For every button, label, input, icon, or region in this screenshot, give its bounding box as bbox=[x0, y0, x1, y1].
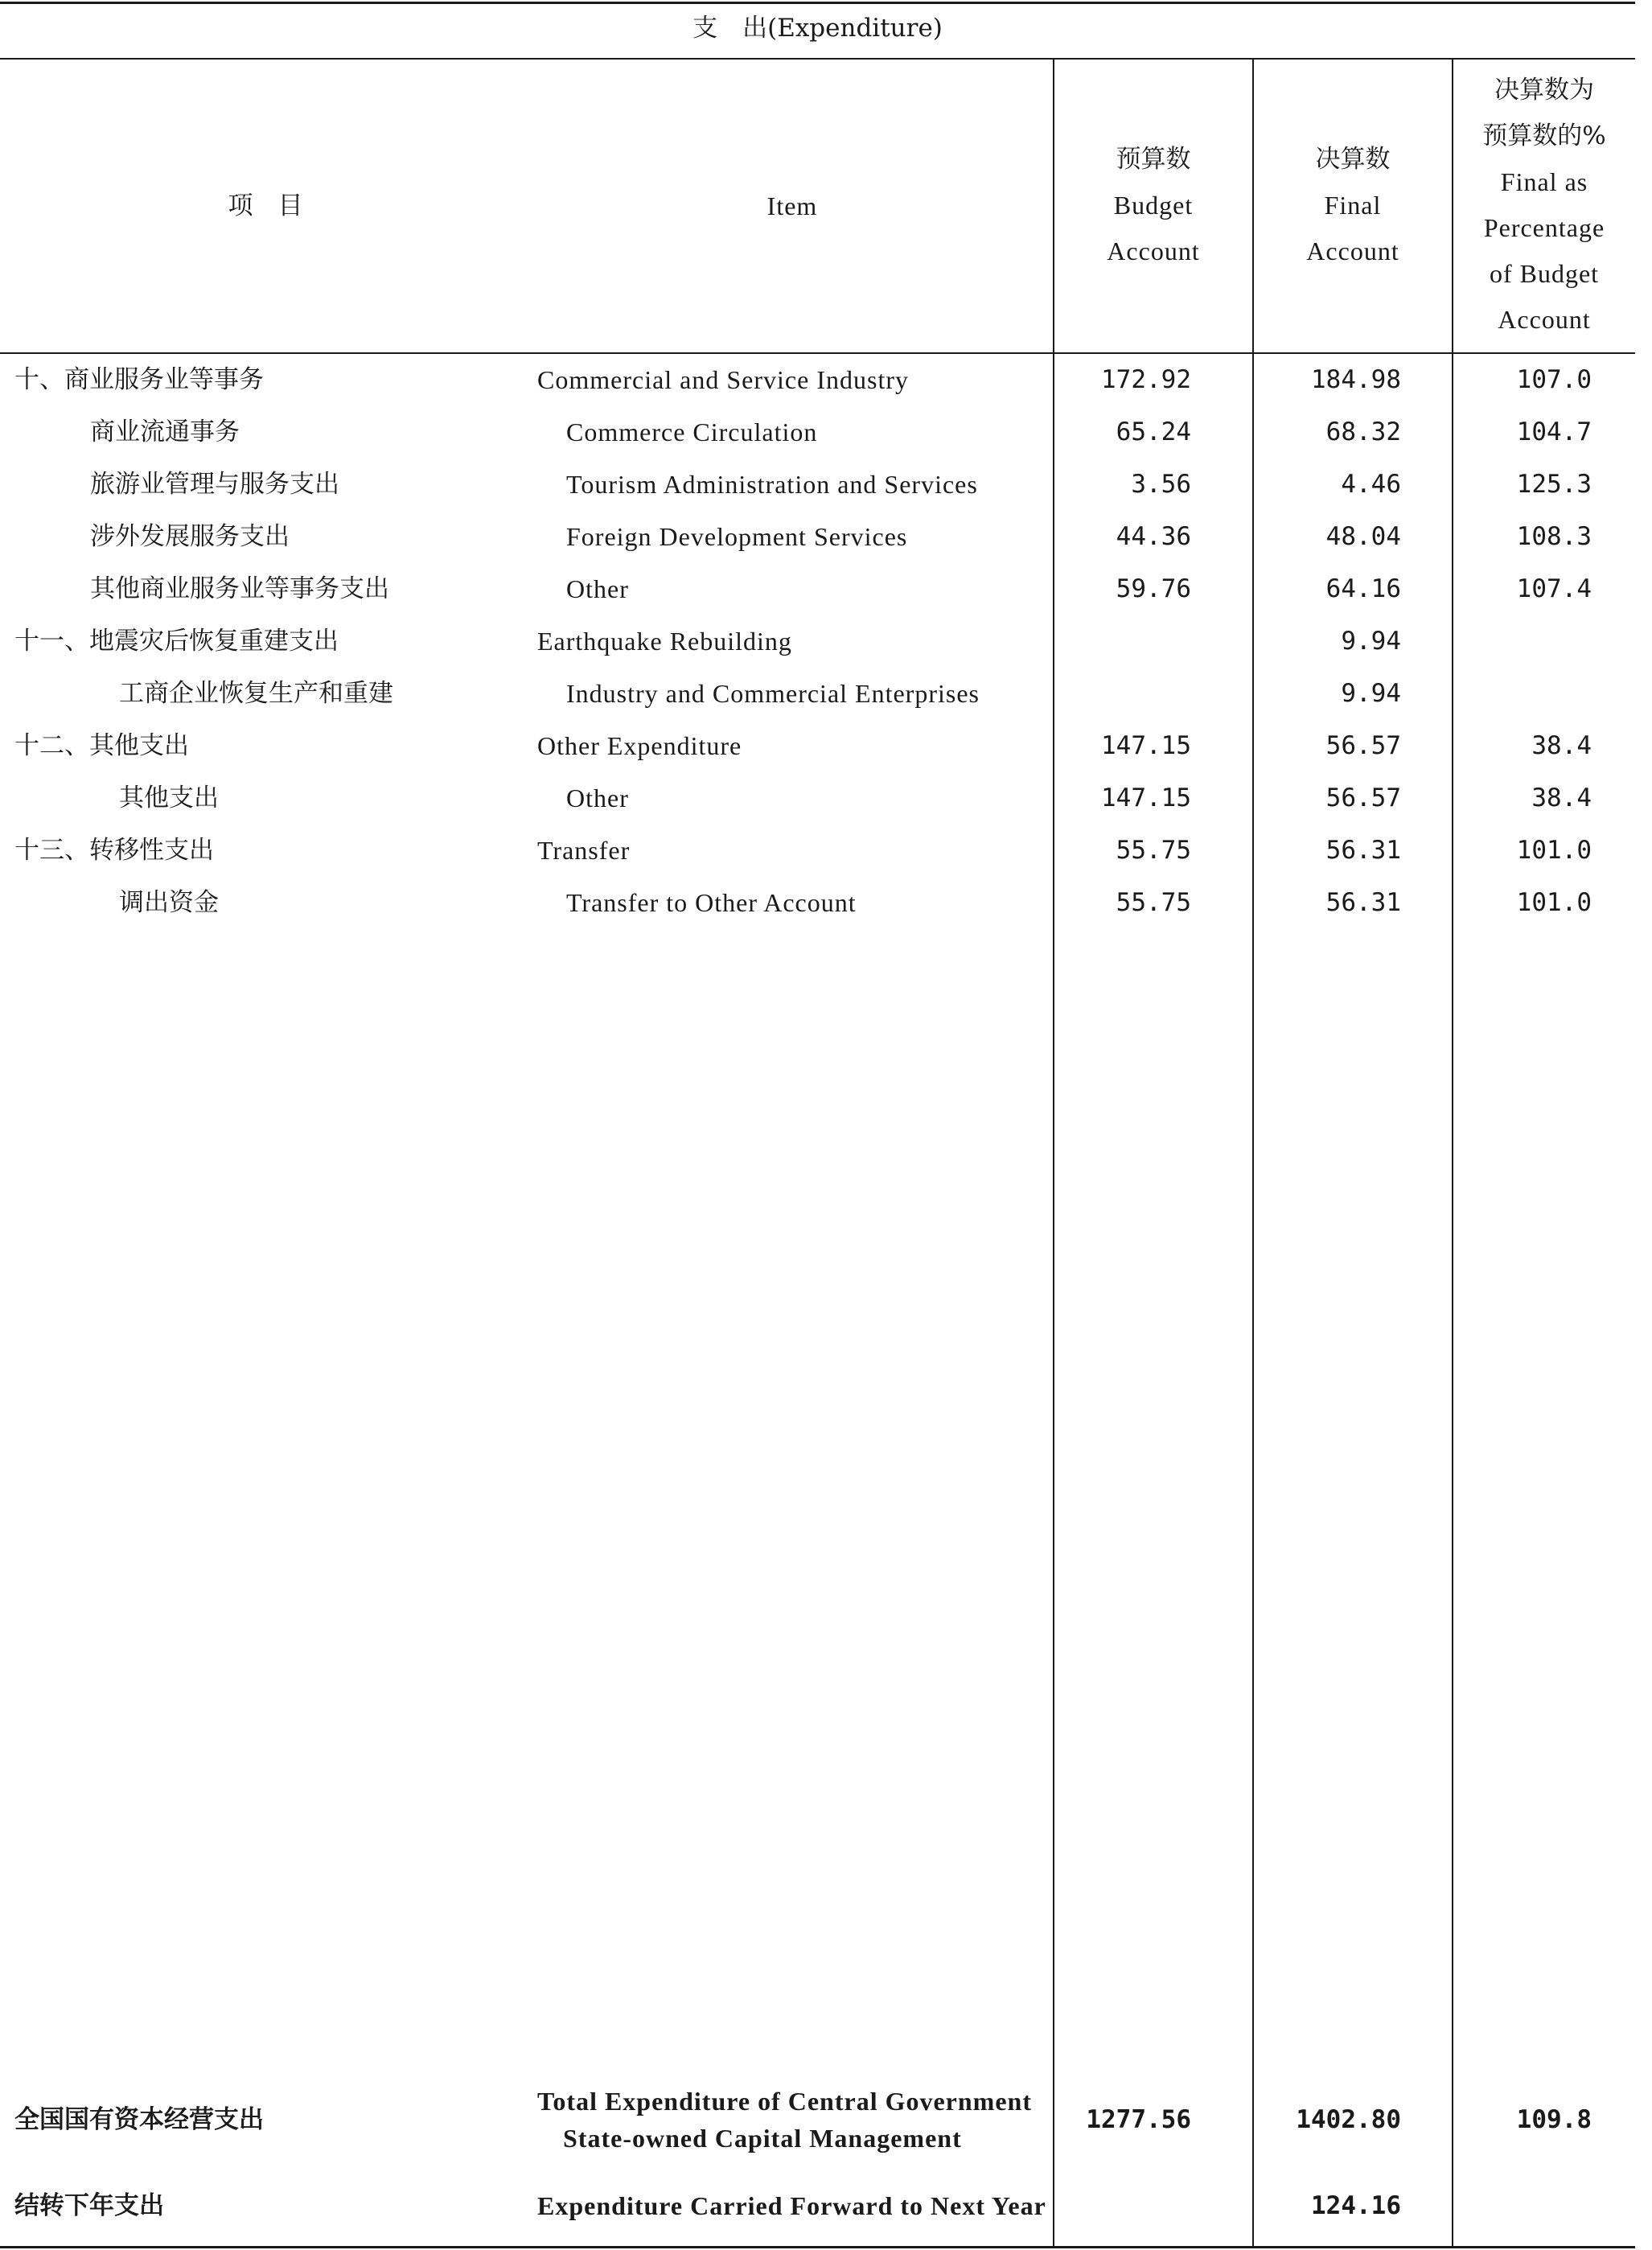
row-label-en: Transfer bbox=[537, 836, 631, 865]
row-pct: 108.3 bbox=[1516, 522, 1592, 551]
row-pct: 125.3 bbox=[1516, 470, 1592, 499]
header-final-zh: 决算数 bbox=[1315, 145, 1391, 174]
row-label-en: Earthquake Rebuilding bbox=[537, 627, 792, 656]
row-pct: 101.0 bbox=[1516, 836, 1592, 865]
row-label-zh: 十二、其他支出 bbox=[14, 731, 189, 760]
row-final: 56.57 bbox=[1325, 731, 1401, 760]
total-final: 124.16 bbox=[1311, 2191, 1401, 2220]
row-label-en: Tourism Administration and Services bbox=[566, 470, 978, 499]
header-final-en2: Account bbox=[1306, 237, 1399, 265]
row-final: 48.04 bbox=[1325, 522, 1401, 551]
row-label-zh: 旅游业管理与服务支出 bbox=[90, 470, 339, 499]
header-final bbox=[1254, 137, 1452, 274]
row-label-zh: 工商企业恢复生产和重建 bbox=[119, 679, 393, 708]
row-budget: 172.92 bbox=[1101, 365, 1191, 394]
row-budget: 65.24 bbox=[1116, 418, 1191, 446]
row-pct: 107.0 bbox=[1516, 365, 1592, 394]
row-label-en: Commerce Circulation bbox=[566, 418, 818, 446]
row-final: 184.98 bbox=[1311, 365, 1401, 394]
total-label-en-line1: Total Expenditure of Central Government bbox=[537, 2087, 1032, 2116]
row-label-zh: 商业流通事务 bbox=[90, 418, 240, 446]
header-pct-en4: Account bbox=[1498, 305, 1591, 334]
row-label-en: Other Expenditure bbox=[537, 731, 742, 760]
table-caption: 支 出(Expenditure) bbox=[692, 14, 943, 43]
row-pct: 38.4 bbox=[1531, 784, 1592, 812]
row-label-en: Foreign Development Services bbox=[566, 522, 908, 551]
total-label-zh: 结转下年支出 bbox=[14, 2191, 164, 2220]
row-label-zh: 十三、转移性支出 bbox=[14, 836, 214, 865]
row-final: 56.31 bbox=[1325, 888, 1401, 917]
row-pct: 107.4 bbox=[1516, 574, 1592, 603]
row-final: 56.57 bbox=[1325, 784, 1401, 812]
total-final: 1402.80 bbox=[1296, 2105, 1401, 2134]
row-budget: 147.15 bbox=[1101, 731, 1191, 760]
row-label-en: Commercial and Service Industry bbox=[537, 365, 909, 394]
header-pct-en1: Final as bbox=[1500, 167, 1588, 196]
row-pct: 38.4 bbox=[1531, 731, 1592, 760]
header-item-zh: 项 目 bbox=[228, 191, 303, 220]
header-budget-zh: 预算数 bbox=[1116, 145, 1191, 174]
row-label-zh: 其他支出 bbox=[119, 784, 219, 812]
header-pct bbox=[1453, 68, 1635, 343]
header-pct-en2: Percentage bbox=[1483, 213, 1605, 242]
total-label-zh: 全国国有资本经营支出 bbox=[14, 2105, 264, 2134]
row-budget: 44.36 bbox=[1116, 522, 1191, 551]
header-pct-zh1: 决算数为 bbox=[1494, 76, 1594, 105]
row-label-zh: 涉外发展服务支出 bbox=[90, 522, 290, 551]
row-budget: 147.15 bbox=[1101, 784, 1191, 812]
top-rule bbox=[0, 2, 1635, 4]
row-budget: 55.75 bbox=[1116, 888, 1191, 917]
row-label-zh: 十、商业服务业等事务 bbox=[14, 365, 264, 394]
row-label-zh: 十一、地震灾后恢复重建支出 bbox=[14, 627, 339, 656]
row-pct: 101.0 bbox=[1516, 888, 1592, 917]
row-final: 64.16 bbox=[1325, 574, 1401, 603]
header-item-en: Item bbox=[766, 191, 818, 220]
header-pct-zh2: 预算数的% bbox=[1482, 121, 1606, 150]
bottom-rule bbox=[0, 2246, 1635, 2248]
header-pct-en3: of Budget bbox=[1489, 259, 1600, 288]
row-budget: 3.56 bbox=[1131, 470, 1191, 499]
total-label-en-line1: Expenditure Carried Forward to Next Year bbox=[537, 2191, 1046, 2220]
row-final: 4.46 bbox=[1341, 470, 1401, 499]
row-pct: 104.7 bbox=[1516, 418, 1592, 446]
row-final: 56.31 bbox=[1325, 836, 1401, 865]
row-final: 9.94 bbox=[1341, 627, 1401, 656]
row-final: 9.94 bbox=[1341, 679, 1401, 708]
row-budget: 55.75 bbox=[1116, 836, 1191, 865]
row-label-en: Other bbox=[566, 784, 629, 812]
row-label-en: Other bbox=[566, 574, 629, 603]
row-final: 68.32 bbox=[1325, 418, 1401, 446]
header-final-en1: Final bbox=[1324, 191, 1382, 220]
total-pct: 109.8 bbox=[1516, 2105, 1592, 2134]
row-label-zh: 其他商业服务业等事务支出 bbox=[90, 574, 389, 603]
total-budget: 1277.56 bbox=[1086, 2105, 1191, 2134]
row-label-zh: 调出资金 bbox=[119, 888, 219, 917]
header-rule bbox=[0, 352, 1635, 354]
total-label-en-line2: State-owned Capital Management bbox=[563, 2124, 962, 2153]
header-budget bbox=[1054, 137, 1252, 274]
row-label-en: Industry and Commercial Enterprises bbox=[566, 679, 980, 708]
caption-rule bbox=[0, 58, 1635, 60]
row-budget: 59.76 bbox=[1116, 574, 1191, 603]
header-budget-en2: Account bbox=[1107, 237, 1200, 265]
header-budget-en1: Budget bbox=[1113, 191, 1194, 220]
row-label-en: Transfer to Other Account bbox=[566, 888, 857, 917]
